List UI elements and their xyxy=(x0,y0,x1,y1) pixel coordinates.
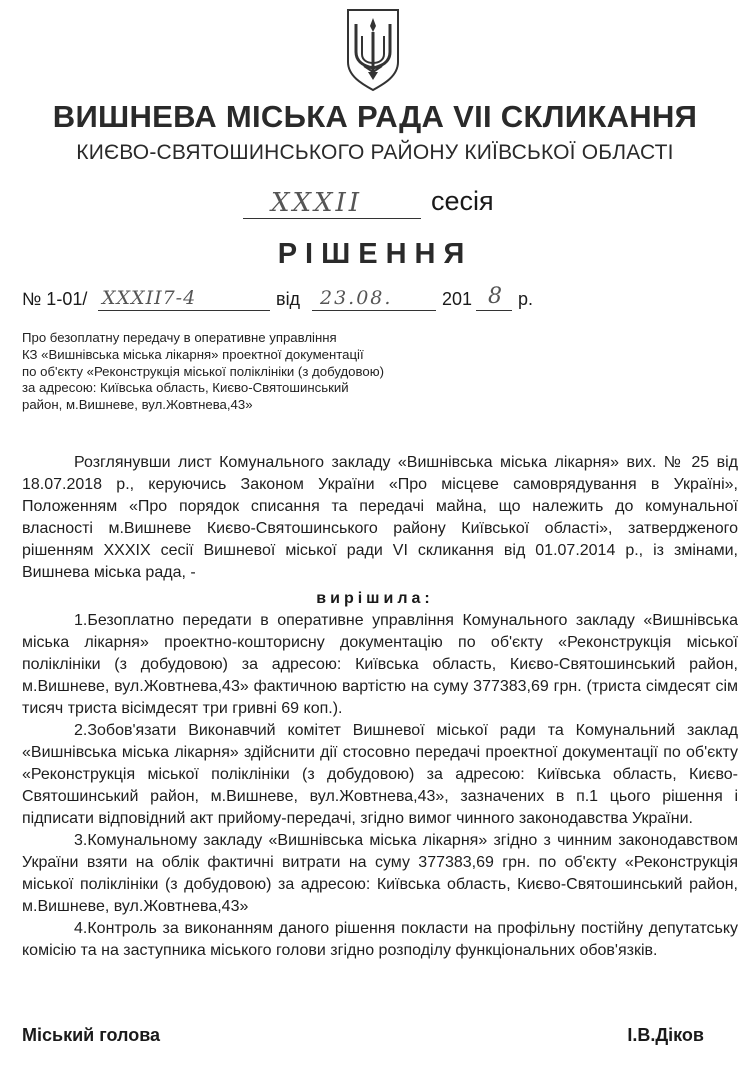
decision-item-3: 3.Комунальному закладу «Вишнівська міська лікарня» згідно з чинним законодавством України взяти на облік фактичні витрати на суму 377383,69 грн. по об'єкту «Реконструкція міської поліклініки (з добудовою) за адресою: Київська область, Києво-Святошинський район, м.Вишневе, вул.Жовтнева,43» xyxy=(22,832,738,915)
council-title: ВИШНЕВА МІСЬКА РАДА VII СКЛИКАННЯ xyxy=(52,99,698,134)
signature-position: Міський голова xyxy=(22,1025,161,1045)
subject-line: район, м.Вишневе, вул.Жовтнева,43» xyxy=(22,397,253,413)
coat-of-arms-icon xyxy=(344,6,402,94)
decision-date: 23.08. xyxy=(320,287,393,309)
decision-item-4: 4.Контроль за виконанням даного рішення покласти на профільну постійну депутатську комісію та на заступника міського голови згідно розподілу функціональних обов'язків. xyxy=(22,920,738,959)
date-from-label: від xyxy=(276,289,301,309)
number-prefix: № 1-01/ xyxy=(22,289,88,309)
year-suffix: р. xyxy=(518,289,534,309)
decision-item-2: 2.Зобов'язати Виконавчий комітет Вишневої міської ради та Комунальний заклад «Вишнівська міська лікарня» здійснити дії стосовно передачі проектної документації по об'єкту «Реконструкція міської поліклініки (з добудовою) за адресою: Київська область, Києво-Святошинський район, м.Вишневе, вул.Жовтнева,43», зазначених в п.1 цього рішення і підписати відповідний акт прийому-передачі, згідно вимог чинного законодавства України. xyxy=(22,722,738,827)
subject-line: по об'єкту «Реконструкція міської поліклініки (з добудовою) xyxy=(22,363,384,379)
preamble-paragraph: Розглянувши лист Комунального закладу «Вишнівська міська лікарня» вих. № 25 від 18.07.2018 р., керуючись Законом України «Про місцеве самоврядування в Україні», Положенням «Про порядок списання та передачі майна, що належить до комунальної власності м.Вишневе Києво-Святошинського району Київської області», затвердженого рішенням XXXIX сесії Вишневої міської ради VI скликання від 01.07.2014 р., із змінами, Вишнева міська рада, - xyxy=(22,454,738,581)
decision-number: XXXII7-4 xyxy=(102,287,197,309)
preamble-block xyxy=(22,452,738,584)
decision-number-line xyxy=(22,286,582,316)
document-title: РІШЕННЯ xyxy=(277,238,473,270)
decision-items xyxy=(22,610,738,962)
resolved-heading: вирішила: xyxy=(316,590,434,607)
year-digit: 8 xyxy=(488,284,502,309)
subject-line: за адресою: Київська область, Києво-Святошинський xyxy=(22,380,349,396)
signature-name: І.В.Діков xyxy=(627,1025,704,1045)
council-subtitle: КИЄВО-СВЯТОШИНСЬКОГО РАЙОНУ КИЇВСЬКОЇ ОБЛАСТІ xyxy=(76,141,674,164)
year-prefix: 201 xyxy=(442,289,473,309)
session-number: XXXII xyxy=(271,188,363,218)
subject-line: КЗ «Вишнівська міська лікарня» проектної документації xyxy=(22,346,364,362)
decision-subject xyxy=(22,330,442,414)
decision-item-1: 1.Безоплатно передати в оперативне управління Комунального закладу «Вишнівська міська лікарня» проектно-кошторисну документацію по об'єкту «Реконструкція міської поліклініки (з добудовою) за адресою: Київська область, Києво-Святошинський район, м.Вишневе, вул.Жовтнева,43» фактичною вартістю на суму 377383,69 грн. (триста сімдесят сім тисяч триста вісімдесят три гривні 69 коп.). xyxy=(22,612,738,717)
session-label: сесія xyxy=(431,186,494,216)
subject-line: Про безоплатну передачу в оперативне управління xyxy=(22,330,337,345)
